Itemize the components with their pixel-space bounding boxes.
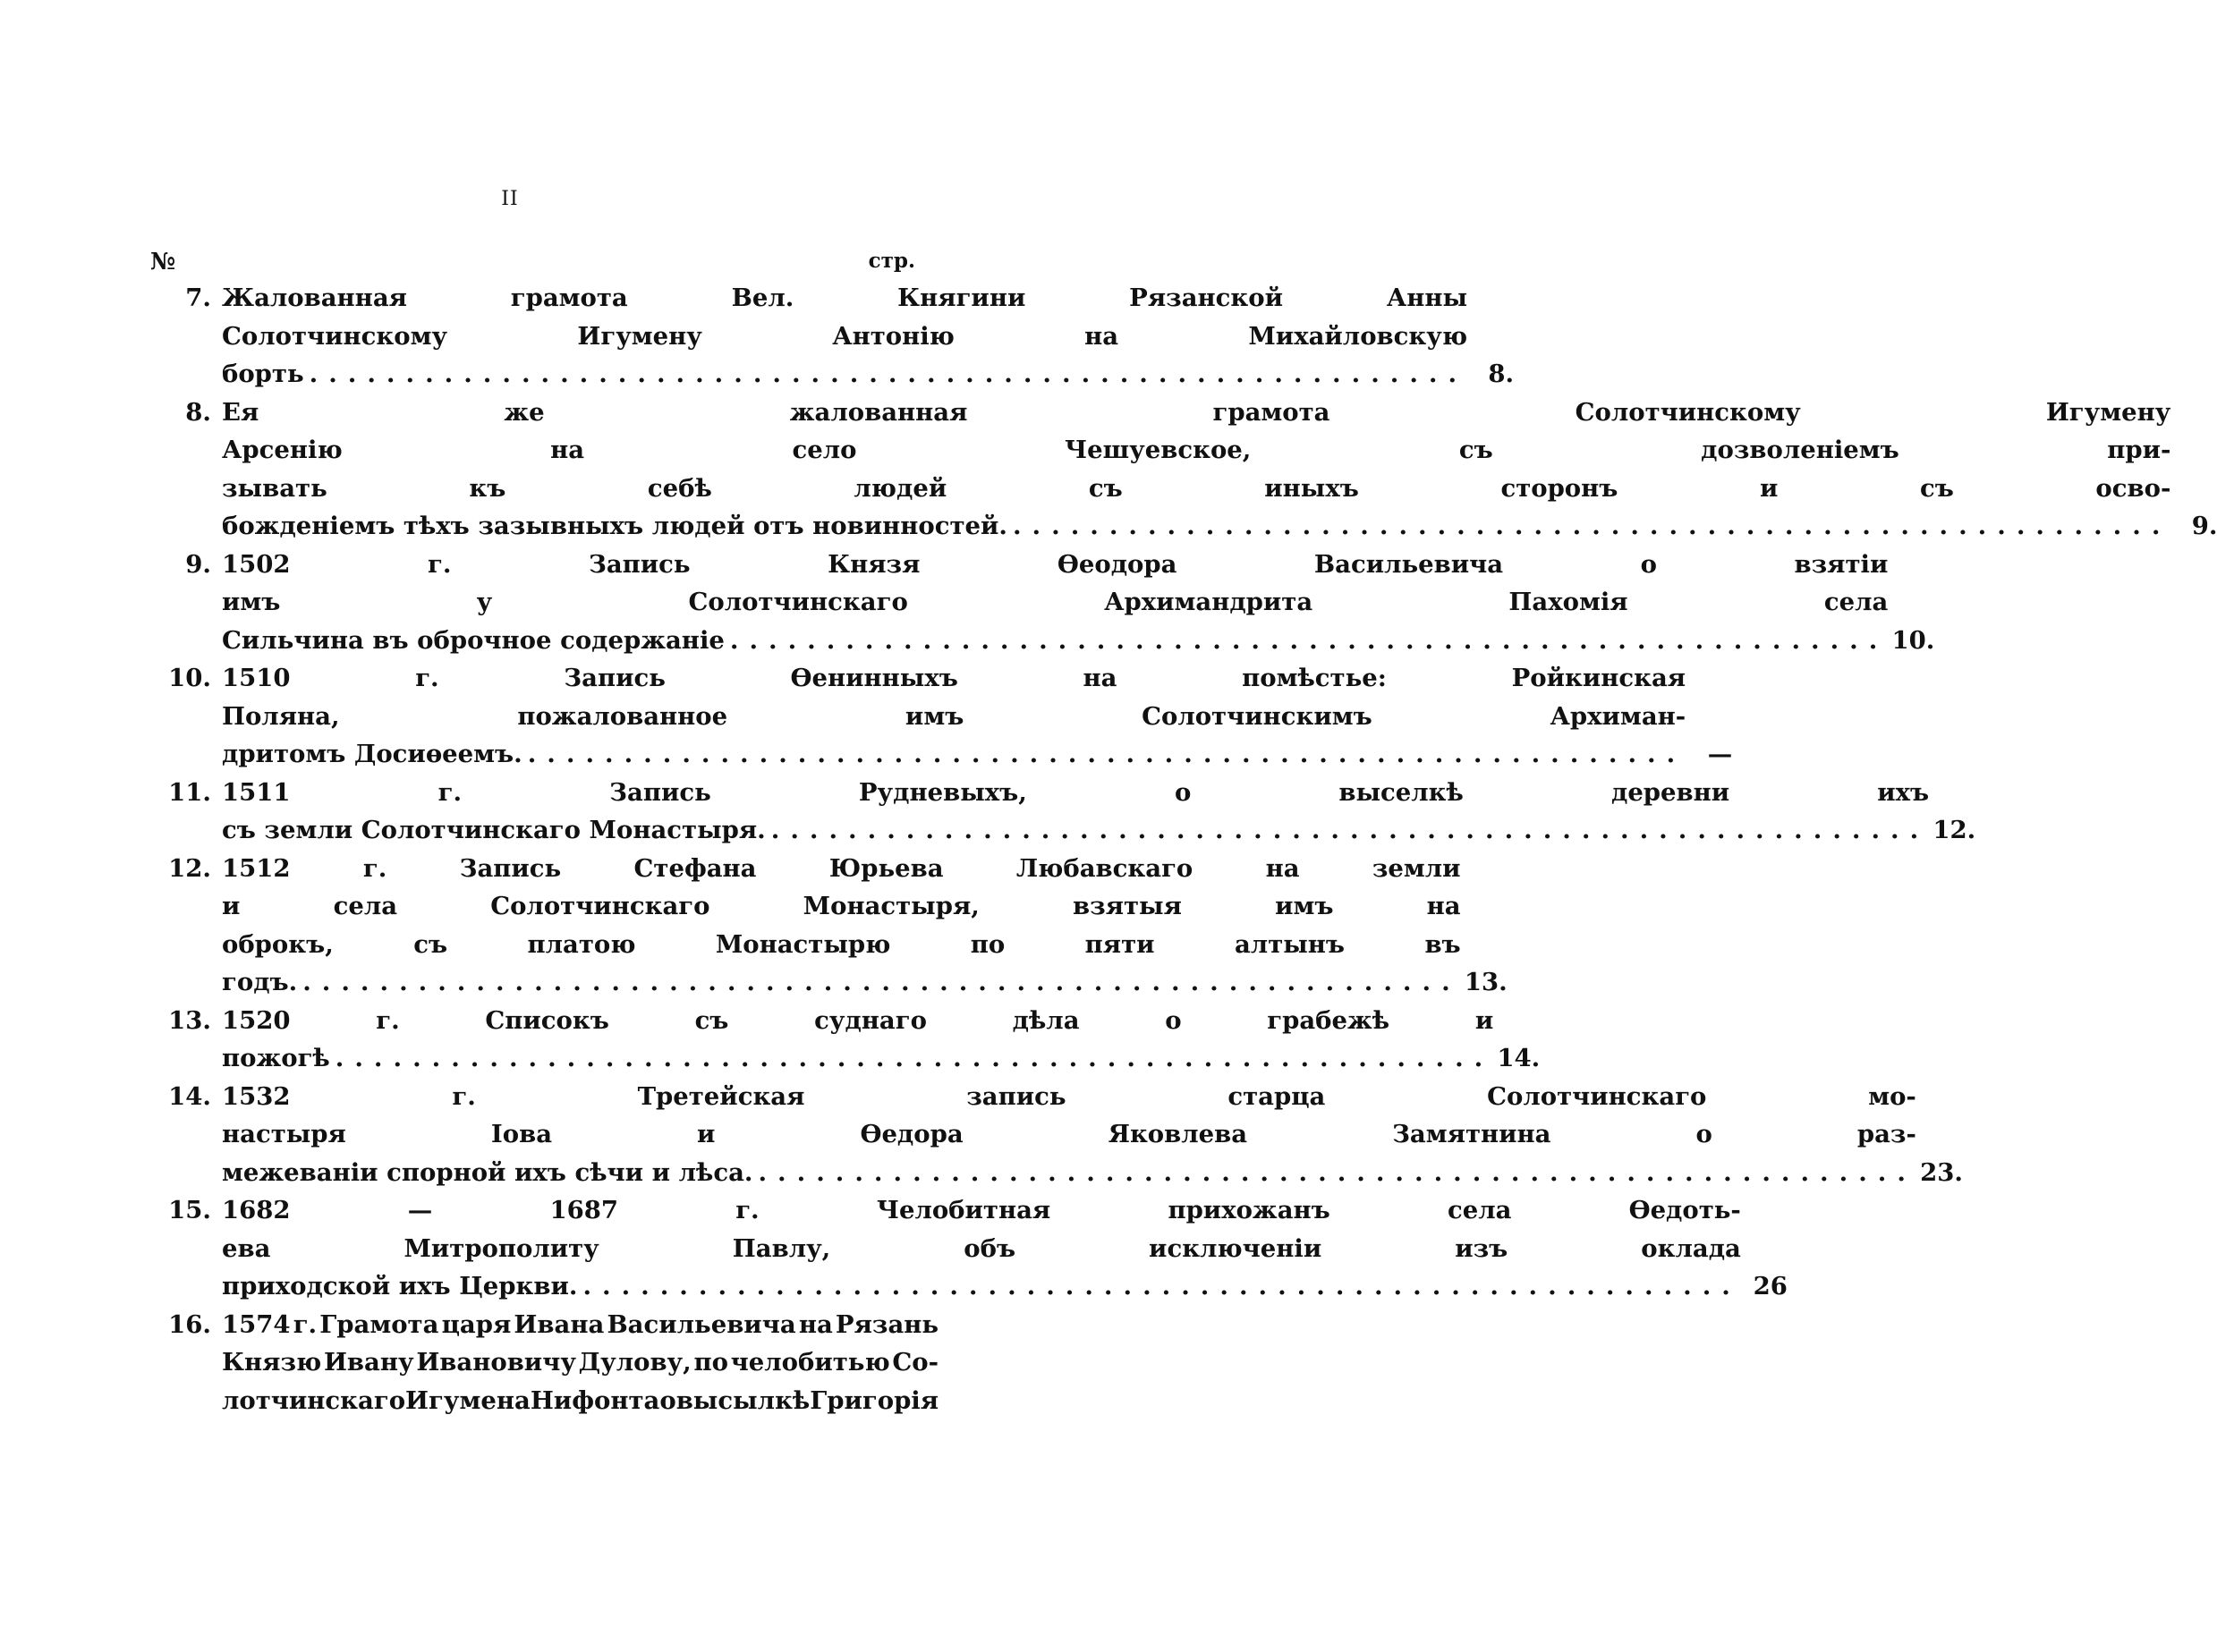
- entry-number: 11.: [168, 777, 211, 807]
- entry-number: 14.: [168, 1081, 211, 1111]
- entry-line: 1520 г. Списокъ съ суднаго дѣла о грабежѣ и: [222, 1005, 1494, 1035]
- entry-last-line: борть ............................................................ 8.: [222, 355, 1467, 394]
- entry-last-line: дритомъ Досиөеемъ. ............................................................ —: [222, 735, 1686, 774]
- entry-title: [222, 659, 1733, 774]
- toc-entry: [150, 774, 1976, 850]
- toc-entry: [150, 850, 1508, 1002]
- number-column-label: №: [150, 249, 176, 275]
- entry-number: 8.: [185, 397, 211, 427]
- entry-number: 7.: [185, 284, 211, 312]
- entry-last-line: съ земли Солотчинскаго Монастыря. ............................................................ 12.: [222, 811, 1929, 850]
- entry-title: [222, 774, 1976, 850]
- entry-last-line: Сильчина въ оброчное содержаніе ............................................................ 10.: [222, 622, 1888, 660]
- entry-line: 1682 — 1687 г. Челобитная прихожанъ села Өедоть-: [222, 1196, 1741, 1224]
- entry-line: Князю Ивану Ивановичу Дулову, по челобитью Со-: [222, 1348, 939, 1377]
- entry-last-line: межеваніи спорной ихъ сѣчи и лѣса. ............................................................ 23.: [222, 1154, 1916, 1192]
- entry-last-line: годъ. ............................................................ 13.: [222, 963, 1461, 1002]
- entry-line: Жалованная грамота Вел. Княгини Рязанской Анны: [222, 284, 1468, 312]
- entry-line: зывать къ себѣ людей съ иныхъ сторонъ и съ осво-: [222, 473, 2171, 503]
- dot-leader: ............................................................: [309, 360, 1468, 388]
- entry-line: имъ у Солотчинскаго Архимандрита Пахомія села: [222, 588, 1889, 616]
- dot-leader: ............................................................: [302, 968, 1461, 996]
- dot-leader: ............................................................: [1012, 512, 2171, 540]
- entry-last-line: божденіемъ тѣхъ зазывныхъ людей отъ новинностей. ............................................................ 9.: [222, 507, 2170, 546]
- entry-number: 12.: [168, 853, 211, 883]
- toc-entry: [150, 1191, 1788, 1306]
- entry-title: [222, 1078, 1963, 1192]
- entry-line: ева Митрополиту Павлу, объ исключеніи изъ оклада: [222, 1233, 1741, 1263]
- dot-leader: ............................................................: [335, 1044, 1494, 1072]
- toc-entry: [150, 1078, 1963, 1192]
- entry-title: [222, 394, 2217, 546]
- entry-title: [222, 279, 1515, 394]
- entry-title: [222, 850, 1508, 1002]
- entry-line: 1574 г. Грамота царя Ивана Васильевича на Рязань: [222, 1309, 939, 1339]
- entry-line: настыря Іова и Өедора Яковлева Замятнина о раз-: [222, 1120, 1916, 1148]
- entry-title: [222, 546, 1935, 660]
- entry-number: 15.: [168, 1196, 211, 1224]
- entry-page-number: 23.: [1920, 1157, 1963, 1187]
- entry-number: 16.: [168, 1309, 211, 1339]
- entry-line: Ея же жалованная грамота Солотчинскому Игумену: [222, 397, 2171, 427]
- toc-header: [150, 249, 915, 275]
- dot-leader: ............................................................: [770, 816, 1930, 844]
- entry-title: [222, 1002, 1541, 1078]
- dot-leader: ............................................................: [582, 1272, 1741, 1300]
- entry-number: 10.: [168, 664, 211, 692]
- dot-leader: ............................................................: [758, 1157, 1916, 1187]
- toc-entry: [150, 279, 1515, 394]
- dot-leader: ............................................................: [527, 740, 1686, 768]
- entry-line: Поляна, пожалованное имъ Солотчинскимъ Архиман-: [222, 701, 1686, 731]
- table-of-contents: [150, 279, 2217, 1419]
- entry-page-number: 14.: [1497, 1044, 1541, 1072]
- entry-page-number: 26: [1753, 1272, 1788, 1300]
- entry-last-line: пожогѣ ............................................................ 14.: [222, 1039, 1493, 1078]
- entry-line: 1512 г. Запись Стефана Юрьева Любавскаго на земли: [222, 853, 1461, 883]
- entry-line: оброкъ, съ платою Монастырю по пяти алтынъ въ: [222, 929, 1461, 959]
- entry-title: [222, 1306, 939, 1420]
- entry-number: 13.: [168, 1005, 211, 1035]
- toc-entry: [150, 1002, 1541, 1078]
- dot-leader: ............................................................: [729, 625, 1889, 655]
- page-column-label: стр.: [868, 249, 915, 273]
- toc-entry: [150, 659, 1733, 774]
- entry-line: и села Солотчинскаго Монастыря, взятыя имъ на: [222, 892, 1461, 920]
- entry-line: 1502 г. Запись Князя Өеодора Васильевича о взятіи: [222, 549, 1889, 579]
- entry-page-number: 13.: [1464, 968, 1508, 996]
- entry-last-line: приходской ихъ Церкви. ............................................................ 26: [222, 1267, 1741, 1306]
- entry-number: 9.: [185, 549, 211, 579]
- entry-line: лотчинскаго Игумена Нифонта о высылкѣ Григорія: [222, 1385, 939, 1415]
- entry-line: 1511 г. Запись Рудневыхъ, о выселкѣ деревни ихъ: [222, 777, 1930, 807]
- toc-entry: [150, 546, 1935, 660]
- page-number: II: [501, 188, 519, 210]
- entry-page-number: —: [1707, 740, 1733, 768]
- entry-line: Солотчинскому Игумену Антонію на Михайловскую: [222, 321, 1468, 351]
- entry-page-number: 10.: [1891, 625, 1935, 655]
- entry-title: [222, 1191, 1788, 1306]
- entry-line: 1510 г. Запись Өенинныхъ на помѣстье: Ройкинская: [222, 664, 1686, 692]
- toc-entry: [150, 394, 2217, 546]
- entry-page-number: 12.: [1932, 816, 1976, 844]
- entry-page-number: 8.: [1488, 360, 1515, 388]
- toc-entry: [150, 1306, 939, 1420]
- entry-line: Арсенію на село Чешуевское, съ дозволеніемъ при-: [222, 436, 2171, 464]
- entry-page-number: 9.: [2191, 512, 2217, 540]
- entry-line: 1532 г. Третейская запись старца Солотчинскаго мо-: [222, 1081, 1916, 1111]
